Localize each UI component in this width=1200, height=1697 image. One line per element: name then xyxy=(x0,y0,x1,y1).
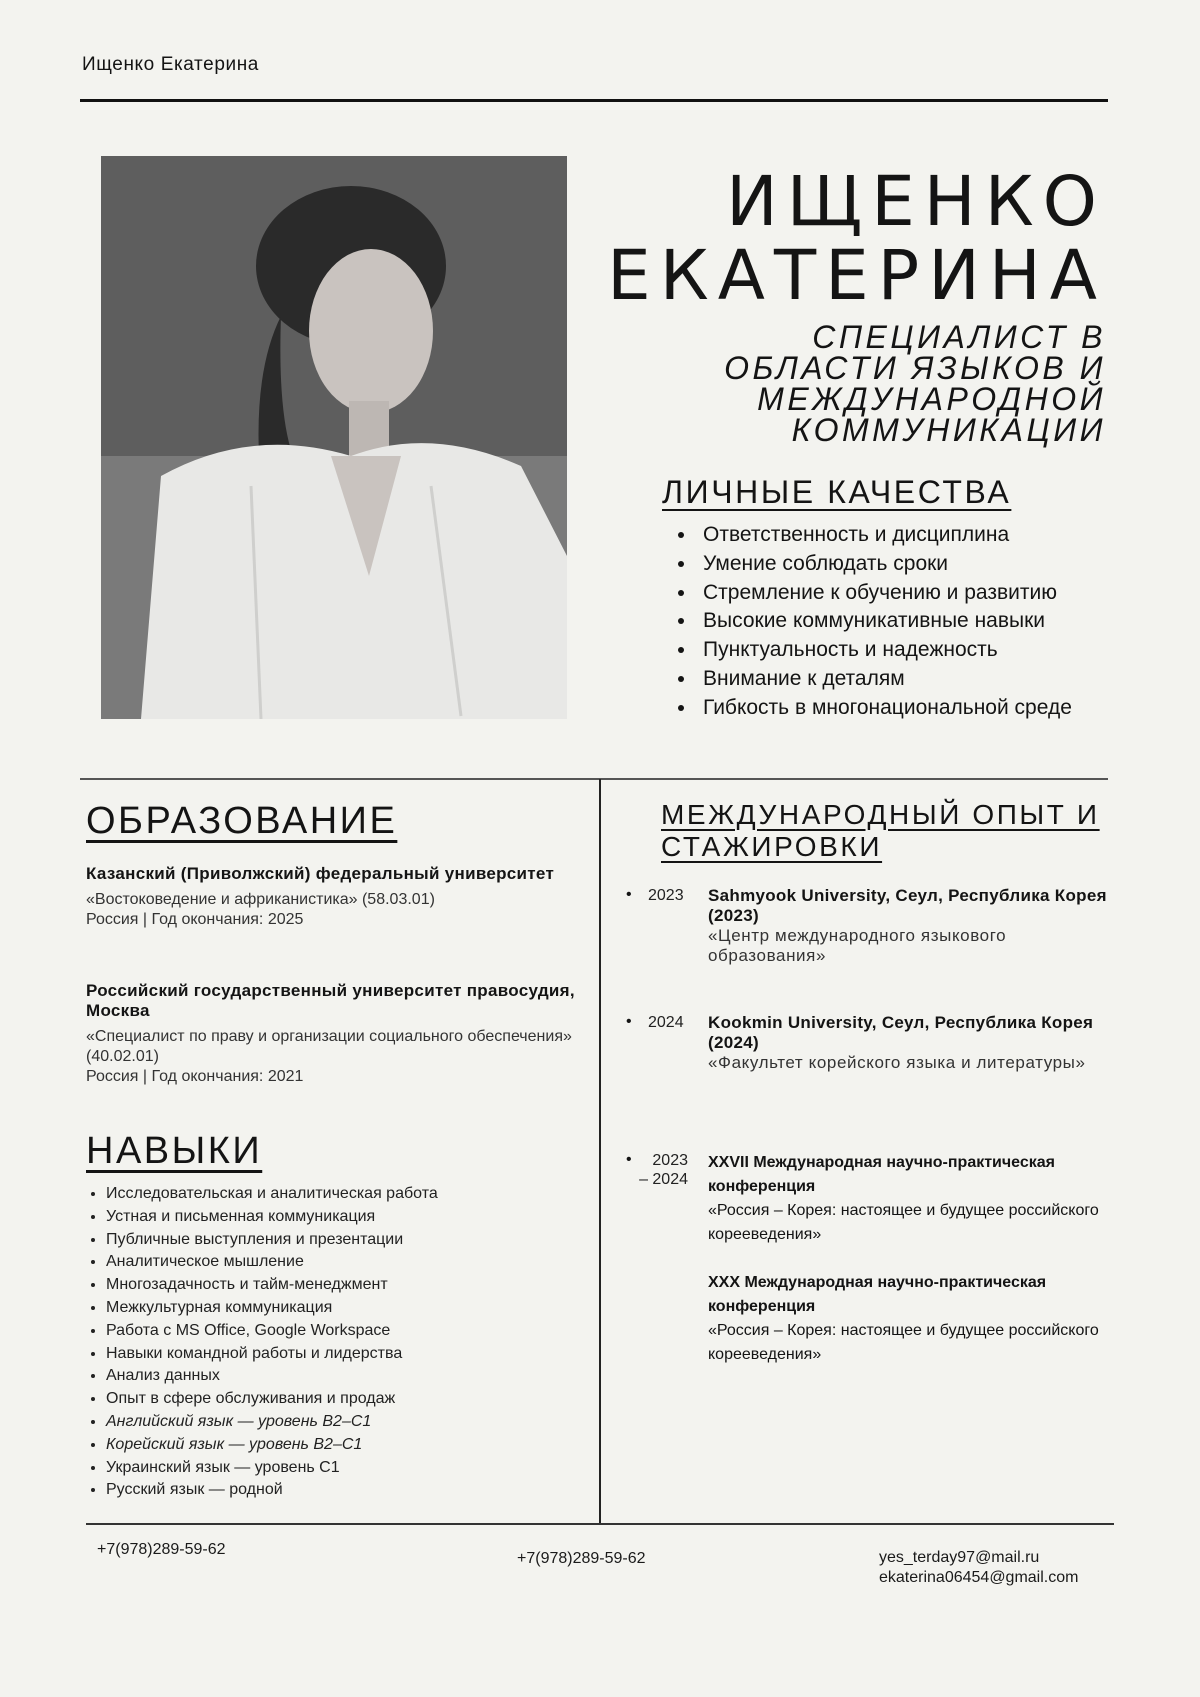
list-item: • Внимание к деталям xyxy=(697,665,1137,694)
graduation-info: Россия | Год окончания: 2021 xyxy=(86,1068,304,1085)
program-name: «Востоковедение и африканистика» (58.03.01) xyxy=(86,891,435,908)
education-entry xyxy=(86,981,586,1087)
list-item: • Пунктуальность и надежность xyxy=(697,636,1137,665)
institution-name: Российский государственный университет правосудия, Москва xyxy=(86,981,575,1020)
list-item: • Русский язык — родной xyxy=(106,1479,586,1502)
education-entry xyxy=(86,864,586,930)
list-item: • Украинский язык — уровень C1 xyxy=(106,1457,586,1480)
experience-year: 2023 xyxy=(648,887,684,904)
list-item: • Стремление к обучению и развитию xyxy=(697,579,1137,608)
heading-line: СТАЖИРОВКИ xyxy=(661,831,883,862)
name-line-2: ЕКАТЕРИНА xyxy=(607,236,1106,316)
bullet-icon: • xyxy=(626,886,632,903)
name-line-1: ИЩЕНКО xyxy=(726,162,1106,242)
conference-subtitle: «Россия – Корея: настоящее и будущее российского корееведения» xyxy=(708,1322,1099,1363)
phone-center: +7(978)289-59-62 xyxy=(517,1550,646,1567)
list-item: • Многозадачность и тайм-менеджмент xyxy=(106,1274,586,1297)
conference-title: XXX Международная научно-практическая конференция xyxy=(708,1274,1047,1315)
top-divider xyxy=(80,99,1108,102)
skills-heading: НАВЫКИ xyxy=(86,1130,263,1172)
year-line: – 2024 xyxy=(639,1171,688,1188)
list-item: • Межкультурная коммуникация xyxy=(106,1297,586,1320)
email-secondary: ekaterina06454@gmail.com xyxy=(879,1569,1079,1586)
conference-subtitle: «Россия – Корея: настоящее и будущее российского корееведения» xyxy=(708,1202,1099,1243)
year-line: 2023 xyxy=(652,1152,688,1169)
phone-left: +7(978)289-59-62 xyxy=(97,1541,226,1558)
list-item: • Ответственность и дисциплина xyxy=(697,521,1137,550)
heading-line: МЕЖДУНАРОДНЫЙ ОПЫТ И xyxy=(661,799,1100,830)
experience-subtitle: «Факультет корейского языка и литературы» xyxy=(708,1053,1086,1072)
list-item: • Устная и письменная коммуникация xyxy=(106,1206,586,1229)
middle-divider xyxy=(80,778,1108,780)
list-item: • Высокие коммуникативные навыки xyxy=(697,607,1137,636)
graduation-info: Россия | Год окончания: 2025 xyxy=(86,911,304,928)
portrait-photo xyxy=(101,156,567,719)
list-item: • Работа с MS Office, Google Workspace xyxy=(106,1320,586,1343)
list-item: • Корейский язык — уровень B2–C1 xyxy=(106,1434,586,1457)
qualities-list xyxy=(673,521,1137,723)
qualities-heading: ЛИЧНЫЕ КАЧЕСТВА xyxy=(662,474,1012,510)
professional-title xyxy=(724,319,1106,448)
list-item: • Исследовательская и аналитическая работа xyxy=(106,1183,586,1206)
role-line: МЕЖДУНАРОДНОЙ xyxy=(757,381,1106,417)
bullet-icon: • xyxy=(626,1151,632,1168)
list-item: • Аналитическое мышление xyxy=(106,1251,586,1274)
list-item: • Анализ данных xyxy=(106,1365,586,1388)
experience-title: Sahmyook University, Сеул, Республика Корея (2023) xyxy=(708,886,1107,925)
conference-years xyxy=(626,1151,688,1189)
email-primary: yes_terday97@mail.ru xyxy=(879,1549,1040,1566)
program-name: «Специалист по праву и организации социального обеспечения» (40.02.01) xyxy=(86,1028,572,1065)
experience-subtitle: «Центр международного языкового образования» xyxy=(708,926,1007,965)
experience-title: Kookmin University, Сеул, Республика Корея (2024) xyxy=(708,1013,1094,1052)
list-item: • Опыт в сфере обслуживания и продаж xyxy=(106,1388,586,1411)
role-line: КОММУНИКАЦИИ xyxy=(791,412,1106,448)
list-item: • Умение соблюдать сроки xyxy=(697,550,1137,579)
experience-year: 2024 xyxy=(648,1014,684,1031)
footer-divider xyxy=(86,1523,1114,1525)
conference-title: XXVII Международная научно-практическая конференция xyxy=(708,1154,1056,1195)
emails xyxy=(879,1548,1078,1588)
education-heading: ОБРАЗОВАНИЕ xyxy=(86,800,398,842)
column-divider xyxy=(599,779,601,1524)
list-item: • Английский язык — уровень B2–C1 xyxy=(106,1411,586,1434)
list-item: • Навыки командной работы и лидерства xyxy=(106,1343,586,1366)
full-name-title xyxy=(607,162,1106,316)
international-heading xyxy=(661,799,1100,863)
list-item: • Гибкость в многонациональной среде xyxy=(697,694,1137,723)
role-line: ОБЛАСТИ ЯЗЫКОВ И xyxy=(724,350,1106,386)
institution-name: Казанский (Приволжский) федеральный университет xyxy=(86,864,555,883)
bullet-icon: • xyxy=(626,1013,632,1030)
skills-list xyxy=(84,1183,586,1502)
list-item: • Публичные выступления и презентации xyxy=(106,1229,586,1252)
role-line: СПЕЦИАЛИСТ В xyxy=(812,319,1106,355)
header-name: Ищенко Екатерина xyxy=(82,54,259,75)
